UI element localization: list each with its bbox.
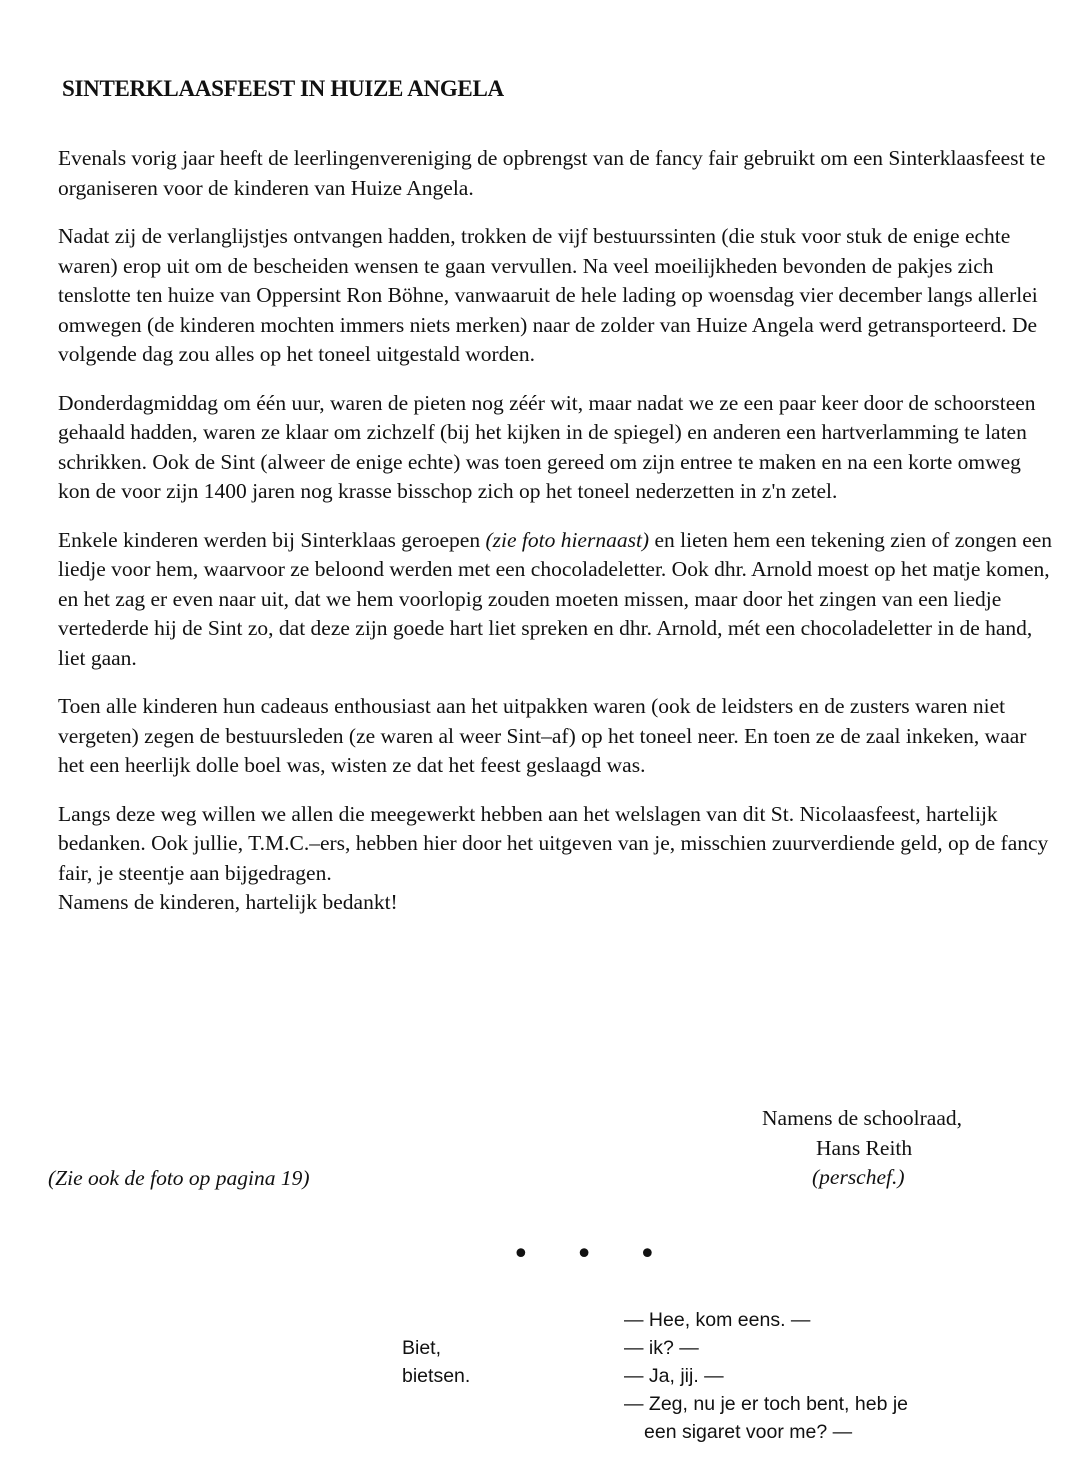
poem-dialogue: [624, 1306, 908, 1446]
signature-role: (perschef.): [812, 1165, 905, 1189]
signature-name: Hans Reith: [816, 1135, 913, 1160]
section-separator: • • •: [512, 1237, 675, 1272]
paragraph-7-text: Namens de kinderen, hartelijk bedankt!: [58, 890, 398, 914]
paragraph-1: Evenals vorig jaar heeft de leerlingenvereniging de opbrengst van de fancy fair gebruikt om een Sinterklaasfeest te organiseren voor de kinderen van Huize Angela.: [58, 146, 1046, 200]
paragraph-4: [58, 526, 1058, 674]
paragraph-4-text-a: Enkele kinderen werden bij Sinterklaas geroepen: [58, 527, 486, 552]
poem-line: een sigaret voor me? —: [644, 1421, 853, 1443]
paragraph-3: Donderdagmiddag om één uur, waren de pieten nog zéér wit, maar nadat we ze een paar keer door de schoorsteen gehaald hadden, waren ze klaar om zichzelf (bij het kijken in de spiegel) en anderen een hartverlamming te laten schrikken. Ook de Sint (alweer de enige echte) was toen gereed om zijn entree te maken en na een korte omweg kon de voor zijn 1400 jaren nog krasse bisschop zich op het toneel nederzetten in z'n zetel.: [58, 390, 1036, 503]
photo-reference: (Zie ook de foto op pagina 19): [48, 1166, 310, 1190]
paragraph-4-text-b: en lieten hem een tekening zien of zongen een liedje voor hem, waarvoor ze beloond werden met een chocoladeletter. Ook dhr. Arnold moest op het matje komen, en het zag er even naar uit, dat we hem voorlopig zouden moeten missen, maar door het zingen van een liedje vertederde hij de Sint zo, dat deze zijn goede hart liet spreken en dhr. Arnold, mét een chocoladeletter in de hand, liet gaan.: [58, 527, 1053, 670]
paragraph-6-text: Langs deze weg willen we allen die meegewerkt hebben aan het welslagen van dit St. Nicolaasfeest, hartelijk bedanken. Ook jullie, T.M.C.–ers, hebben hier door het uitgeven van je, misschien zuurverdiende geld, op de fancy fair, je steentje aan bijgedragen.: [58, 801, 1049, 885]
article-title: SINTERKLAASFEEST IN HUIZE ANGELA: [62, 76, 504, 101]
poem-title-line: Biet,: [402, 1337, 442, 1359]
poem-title: [402, 1334, 470, 1390]
poem-title-line: bietsen.: [402, 1365, 471, 1387]
article-body: [58, 144, 1058, 918]
poem-line: — Zeg, nu je er toch bent, heb je: [624, 1393, 909, 1415]
signature-line: Namens de schoolraad,: [762, 1106, 962, 1130]
poem-line: — Ja, jij. —: [624, 1365, 724, 1387]
signature: [762, 1104, 962, 1193]
photo-note: (zie foto hiernaast): [485, 527, 650, 552]
poem-line: — Hee, kom eens. —: [624, 1309, 811, 1331]
paragraph-6: [58, 800, 1058, 918]
paragraph-5: Toen alle kinderen hun cadeaus enthousiast aan het uitpakken waren (ook de leidsters en de zusters waren niet vergeten) zegen de bestuursleden (ze waren al weer Sint–af) op het toneel neer. En toen ze de zaal inkeken, waar het een heerlijk dolle boel was, wisten ze dat het feest geslaagd was.: [58, 694, 1027, 777]
poem-line: — ik? —: [624, 1337, 699, 1359]
paragraph-2: Nadat zij de verlanglijstjes ontvangen hadden, trokken de vijf bestuurssinten (die stuk voor stuk de enige echte waren) erop uit om de bescheiden wensen te gaan vervullen. Na veel moeilijkheden bevonden de pakjes zich tenslotte ten huize van Oppersint Ron Böhne, vanwaaruit de hele lading op woensdag vier december langs allerlei omwegen (de kinderen mochten immers niets merken) naar de zolder van Huize Angela werd getransporteerd. De volgende dag zou alles op het toneel uitgestald worden.: [58, 224, 1038, 366]
